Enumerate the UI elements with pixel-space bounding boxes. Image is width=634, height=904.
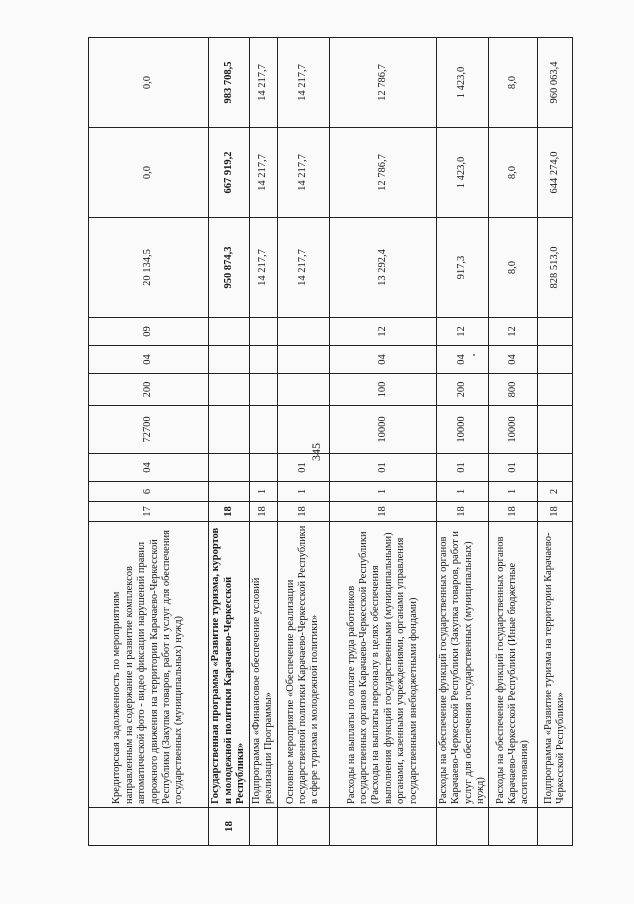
- code-cell: [538, 374, 573, 406]
- value-cell: 0,0: [89, 128, 209, 218]
- section-cell: [329, 808, 436, 846]
- table-row: [436, 38, 489, 846]
- section-cell: 18: [209, 808, 250, 846]
- code-cell: 18: [538, 502, 573, 522]
- code-cell: 17: [89, 502, 209, 522]
- table-row: [209, 38, 250, 846]
- code-cell: 1: [250, 482, 278, 502]
- code-cell: 12: [489, 318, 538, 346]
- value-cell: 14 217,7: [250, 218, 278, 318]
- code-cell: 04: [436, 346, 489, 374]
- code-cell: 04: [329, 346, 436, 374]
- code-cell: 01: [436, 454, 489, 482]
- code-cell: 100: [329, 374, 436, 406]
- code-cell: 1: [489, 482, 538, 502]
- code-cell: [538, 454, 573, 482]
- code-cell: [250, 406, 278, 454]
- section-cell: [538, 808, 573, 846]
- row-name: Подпрограмма «Финансовое обеспечение условий реализации Программы»: [250, 522, 278, 808]
- section-cell: [89, 808, 209, 846]
- row-name: Кредиторская задолженность по мероприятиям направленным на содержание и развитие комплексов автоматической фото - видео фиксации нарушений правил дорожного движения на территории Карачаево-Черкесской Республики (Закупка товаров, работ и услуг для обеспечения государственных (муниципальных) нужд): [89, 522, 209, 808]
- value-cell: 14 217,7: [277, 128, 329, 218]
- table-row: [89, 38, 209, 846]
- code-cell: 04: [89, 454, 209, 482]
- code-cell: 200: [436, 374, 489, 406]
- value-cell: 13 292,4: [329, 218, 436, 318]
- code-cell: 01: [277, 454, 329, 482]
- code-cell: 10000: [329, 406, 436, 454]
- code-cell: 72700: [89, 406, 209, 454]
- code-cell: 18: [209, 502, 250, 522]
- code-cell: [209, 406, 250, 454]
- row-name: Расходы на выплаты по оплате труда работников государственных органов Карачаево-Черкесской Республики (Расходы на выплаты персоналу в целях обеспечения выполнения функций государственными (муниципальными) органами, казенными учреждениями, органами управления государственными внебюджетными фондами): [329, 522, 436, 808]
- code-cell: [209, 318, 250, 346]
- code-cell: 18: [277, 502, 329, 522]
- table-row: [329, 38, 436, 846]
- value-cell: 644 274,0: [538, 128, 573, 218]
- table-row: [277, 38, 329, 846]
- value-cell: 950 874,3: [209, 218, 250, 318]
- value-cell: 14 217,7: [250, 38, 278, 128]
- section-cell: [250, 808, 278, 846]
- section-cell: [436, 808, 489, 846]
- value-cell: 917,3: [436, 218, 489, 318]
- value-cell: 14 217,7: [250, 128, 278, 218]
- value-cell: 960 063,4: [538, 38, 573, 128]
- code-cell: [538, 318, 573, 346]
- code-cell: 01: [489, 454, 538, 482]
- value-cell: 667 919,2: [209, 128, 250, 218]
- code-cell: 12: [436, 318, 489, 346]
- code-cell: 800: [489, 374, 538, 406]
- code-cell: 1: [277, 482, 329, 502]
- scan-speck: [473, 354, 475, 356]
- code-cell: 10000: [489, 406, 538, 454]
- code-cell: 04: [489, 346, 538, 374]
- rotated-table-wrapper: [88, 38, 582, 846]
- code-cell: [250, 318, 278, 346]
- row-name: Государственная программа «Развитие туризма, курортов и молодежной политики Карачаево-Черкесской Республики»: [209, 522, 250, 808]
- code-cell: 12: [329, 318, 436, 346]
- code-cell: [250, 454, 278, 482]
- row-name: Расходы на обеспечение функций государственных органов Карачаево-Черкесской Республики (Закупка товаров, работ и услуг для обеспечения государственных (муниципальных) нужд): [436, 522, 489, 808]
- code-cell: [277, 318, 329, 346]
- code-cell: 18: [436, 502, 489, 522]
- value-cell: 1 423,0: [436, 128, 489, 218]
- code-cell: [209, 482, 250, 502]
- code-cell: [277, 406, 329, 454]
- row-name: Основное мероприятие «Обеспечение реализации государственной политики Карачаево-Черкесской Республики в сфере туризма и молодежной политики»: [277, 522, 329, 808]
- section-cell: [277, 808, 329, 846]
- code-cell: 1: [436, 482, 489, 502]
- code-cell: [277, 374, 329, 406]
- code-cell: 10000: [436, 406, 489, 454]
- code-cell: 200: [89, 374, 209, 406]
- value-cell: 12 786,7: [329, 128, 436, 218]
- value-cell: 14 217,7: [277, 38, 329, 128]
- code-cell: 09: [89, 318, 209, 346]
- code-cell: 1: [329, 482, 436, 502]
- code-cell: 6: [89, 482, 209, 502]
- code-cell: 18: [489, 502, 538, 522]
- code-cell: 2: [538, 482, 573, 502]
- code-cell: [250, 374, 278, 406]
- code-cell: 01: [329, 454, 436, 482]
- value-cell: 8,0: [489, 128, 538, 218]
- value-cell: 8,0: [489, 218, 538, 318]
- section-cell: [489, 808, 538, 846]
- code-cell: [209, 374, 250, 406]
- table-row: [538, 38, 573, 846]
- code-cell: [209, 454, 250, 482]
- value-cell: 0,0: [89, 38, 209, 128]
- code-cell: [538, 346, 573, 374]
- code-cell: 04: [89, 346, 209, 374]
- budget-table: [88, 37, 573, 846]
- table-row: [489, 38, 538, 846]
- row-name: Подпрограмма «Развитие туризма на территории Карачаево-Черкесской Республики»: [538, 522, 573, 808]
- value-cell: 8,0: [489, 38, 538, 128]
- value-cell: 12 786,7: [329, 38, 436, 128]
- code-cell: [538, 406, 573, 454]
- code-cell: [209, 346, 250, 374]
- table-container: [88, 38, 582, 846]
- value-cell: 20 134,5: [89, 218, 209, 318]
- page-number: 345: [309, 443, 323, 461]
- code-cell: 18: [329, 502, 436, 522]
- value-cell: 14 217,7: [277, 218, 329, 318]
- code-cell: [277, 346, 329, 374]
- table-row: [250, 38, 278, 846]
- value-cell: 828 513,0: [538, 218, 573, 318]
- code-cell: 18: [250, 502, 278, 522]
- value-cell: 1 423,0: [436, 38, 489, 128]
- code-cell: [250, 346, 278, 374]
- value-cell: 983 708,5: [209, 38, 250, 128]
- row-name: Расходы на обеспечение функций государственных органов Карачаево-Черкесской Республики (Иные бюджетные ассигнования): [489, 522, 538, 808]
